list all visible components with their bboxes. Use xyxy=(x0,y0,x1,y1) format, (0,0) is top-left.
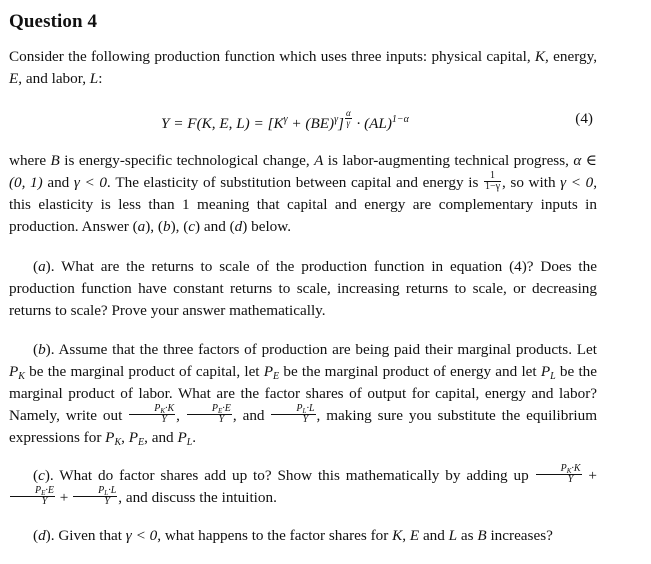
part-ref: d xyxy=(234,218,243,236)
var-PK xyxy=(9,363,25,380)
part-letter: a xyxy=(38,258,46,275)
exp-num: α xyxy=(345,108,351,118)
gamma-condition: γ < 0 xyxy=(560,174,594,191)
frac-den: Y xyxy=(218,414,225,426)
part-b-text: be the marginal product of capital, let xyxy=(24,363,264,380)
sym-sub: E xyxy=(41,489,46,498)
part-a xyxy=(9,256,597,322)
part-d xyxy=(9,525,597,547)
part-a-text: What are the returns to scale of the production function in equation (4)? Does the production function have constant returns to scale, increasing returns to scale, or decreasing returns to scale? Prove your answer mathematically. xyxy=(9,258,597,319)
sym: P xyxy=(154,403,161,415)
part-ref: a xyxy=(137,218,146,236)
share-fraction-labor xyxy=(271,404,315,425)
part-b-text: , xyxy=(176,407,186,424)
p1-text: . The elasticity of substitution between capital and energy is xyxy=(106,174,483,191)
sym: P xyxy=(296,403,303,415)
intro-text: : xyxy=(98,70,103,87)
sym: ·E xyxy=(45,485,54,497)
intro-text: , and labor, xyxy=(18,70,90,87)
sym-sub: L xyxy=(550,371,556,382)
sym-sub: L xyxy=(302,407,307,416)
part-b-text: . xyxy=(192,429,197,447)
frac-den: Y xyxy=(104,496,110,508)
sym: P xyxy=(263,363,274,380)
plus-sign: + xyxy=(56,489,73,507)
question-title: Question 4 xyxy=(9,11,98,32)
part-c-text: , and discuss the intuition. xyxy=(118,489,277,507)
var-capital: K xyxy=(392,527,403,544)
sym: P xyxy=(105,429,115,447)
p1-text: ), ( xyxy=(170,218,189,236)
eq-gamma-exp: γ xyxy=(334,113,339,125)
sym: ·K xyxy=(571,463,581,475)
part-ref: c xyxy=(188,218,196,236)
part-d-text: , xyxy=(402,527,410,544)
sym-sub: K xyxy=(18,371,25,382)
share-fraction-labor xyxy=(73,486,117,507)
p1-text: , this elasticity is less than 1 meaning that capital and energy are complementary inputs in production. Answer ( xyxy=(9,174,598,236)
part-d-text: increases? xyxy=(486,527,553,544)
frac-den: Y xyxy=(567,474,574,486)
p1-text: ), ( xyxy=(145,218,163,236)
share-fraction-capital xyxy=(536,464,582,485)
var-B: B xyxy=(50,152,60,169)
eq-labor-exp: 1−α xyxy=(391,113,409,125)
var-PL xyxy=(177,429,193,449)
sym-sub: K xyxy=(160,407,165,416)
var-energy: E xyxy=(9,70,19,87)
equation-body xyxy=(161,110,409,133)
p1-text: and xyxy=(42,174,74,191)
equation-number: (4) xyxy=(575,110,593,127)
part-label: ). xyxy=(45,527,59,544)
frac-den: Y xyxy=(41,496,48,508)
intro-paragraph xyxy=(9,46,597,90)
var-A: A xyxy=(314,152,324,169)
sym-sub: K xyxy=(114,437,122,449)
part-b-text: , xyxy=(121,429,129,447)
var-PE xyxy=(264,363,279,380)
sym-sub: L xyxy=(186,437,193,449)
sym-sub: E xyxy=(217,407,223,416)
definitions-paragraph xyxy=(9,150,597,238)
p1-text: ) below. xyxy=(242,218,292,236)
intro-text: Consider the following production function which uses three inputs: physical capital, xyxy=(9,48,535,65)
frac-den: Y xyxy=(302,414,309,426)
eq-bracket: ] xyxy=(338,114,344,132)
sym: ·L xyxy=(108,485,117,497)
sym: P xyxy=(9,363,19,380)
sym: ·K xyxy=(165,403,175,415)
exp-den: γ xyxy=(346,118,351,128)
eq-alpha-over-gamma xyxy=(344,108,353,128)
part-b-text: Assume that the three factors of production are being paid their marginal products. Let xyxy=(58,341,597,358)
var-labor: L xyxy=(448,527,458,544)
plus-sign: + xyxy=(582,467,597,484)
part-c xyxy=(9,465,597,509)
intro-text: , energy, xyxy=(545,48,597,65)
part-b-text: be the marginal product of labor. What are the factor shares of output for capital, energy and labor? Namely, write out xyxy=(9,363,598,424)
part-label: ( xyxy=(33,258,39,275)
var-PK xyxy=(105,429,122,449)
gamma-condition: γ < 0 xyxy=(73,174,107,191)
part-b-text: be the marginal product of energy and let xyxy=(279,363,541,380)
var-PE xyxy=(128,429,145,449)
share-fraction-energy xyxy=(187,404,232,425)
sym: ·L xyxy=(306,403,315,415)
eq-lhs: Y = F(K, E, L) = [K xyxy=(161,114,284,132)
var-labor: L xyxy=(89,70,99,87)
p1-text: is labor-augmenting technical progress, xyxy=(323,152,574,169)
sym: P xyxy=(128,429,138,447)
part-b-text: , making sure you substitute the equilibrium expressions for xyxy=(9,407,598,447)
part-letter: c xyxy=(38,467,45,484)
part-c-text: What do factor shares add up to? Show this mathematically by adding up xyxy=(59,467,535,484)
alpha-range: α ∈ (0, 1) xyxy=(9,152,598,191)
frac-num: 1 xyxy=(484,171,501,182)
sym: P xyxy=(211,403,218,415)
production-equation xyxy=(9,110,597,134)
p1-text: where xyxy=(9,152,51,169)
part-b xyxy=(9,339,597,449)
sym: P xyxy=(540,363,551,380)
sym: P xyxy=(35,485,42,497)
sym-sub: L xyxy=(104,489,109,498)
sym: P xyxy=(98,485,105,497)
var-PL xyxy=(541,363,556,380)
eq-gamma-exp: γ xyxy=(283,113,288,125)
sym-sub: E xyxy=(273,371,280,382)
gamma-condition: γ < 0 xyxy=(125,527,158,544)
var-B: B xyxy=(477,527,487,544)
p1-text: ) and ( xyxy=(195,218,235,236)
part-d-text: Given that xyxy=(58,527,126,544)
part-b-text: , and xyxy=(232,407,271,424)
part-ref: b xyxy=(162,218,171,236)
eq-labor-term: · (AL) xyxy=(352,114,392,132)
part-label: ( xyxy=(33,527,39,544)
eq-mid: + (BE) xyxy=(287,114,335,132)
p1-text: is energy-specific technological change, xyxy=(59,152,315,169)
sym: ·E xyxy=(222,403,231,415)
part-letter: b xyxy=(38,341,46,358)
p1-text: , so with xyxy=(502,174,561,191)
sym: P xyxy=(177,429,187,447)
part-d-text: and xyxy=(419,527,449,544)
var-energy: E xyxy=(409,527,420,544)
part-label: ( xyxy=(33,341,39,358)
sym-sub: K xyxy=(566,467,572,476)
elasticity-fraction xyxy=(484,171,501,192)
share-fraction-capital xyxy=(129,404,175,425)
sym-sub: E xyxy=(138,437,145,449)
part-label: ). xyxy=(45,258,62,275)
part-letter: d xyxy=(38,527,46,544)
var-capital: K xyxy=(534,48,546,65)
sym: P xyxy=(560,463,567,475)
part-label: ). xyxy=(44,467,60,484)
part-label: ). xyxy=(45,341,59,358)
part-d-text: , what happens to the factor shares for xyxy=(157,527,393,544)
part-d-text: as xyxy=(457,527,478,544)
frac-den: Y xyxy=(161,414,167,426)
share-fraction-energy xyxy=(10,486,55,507)
part-label: ( xyxy=(33,467,39,484)
frac-den: 1−γ xyxy=(484,181,501,193)
part-b-text: , and xyxy=(144,429,178,447)
